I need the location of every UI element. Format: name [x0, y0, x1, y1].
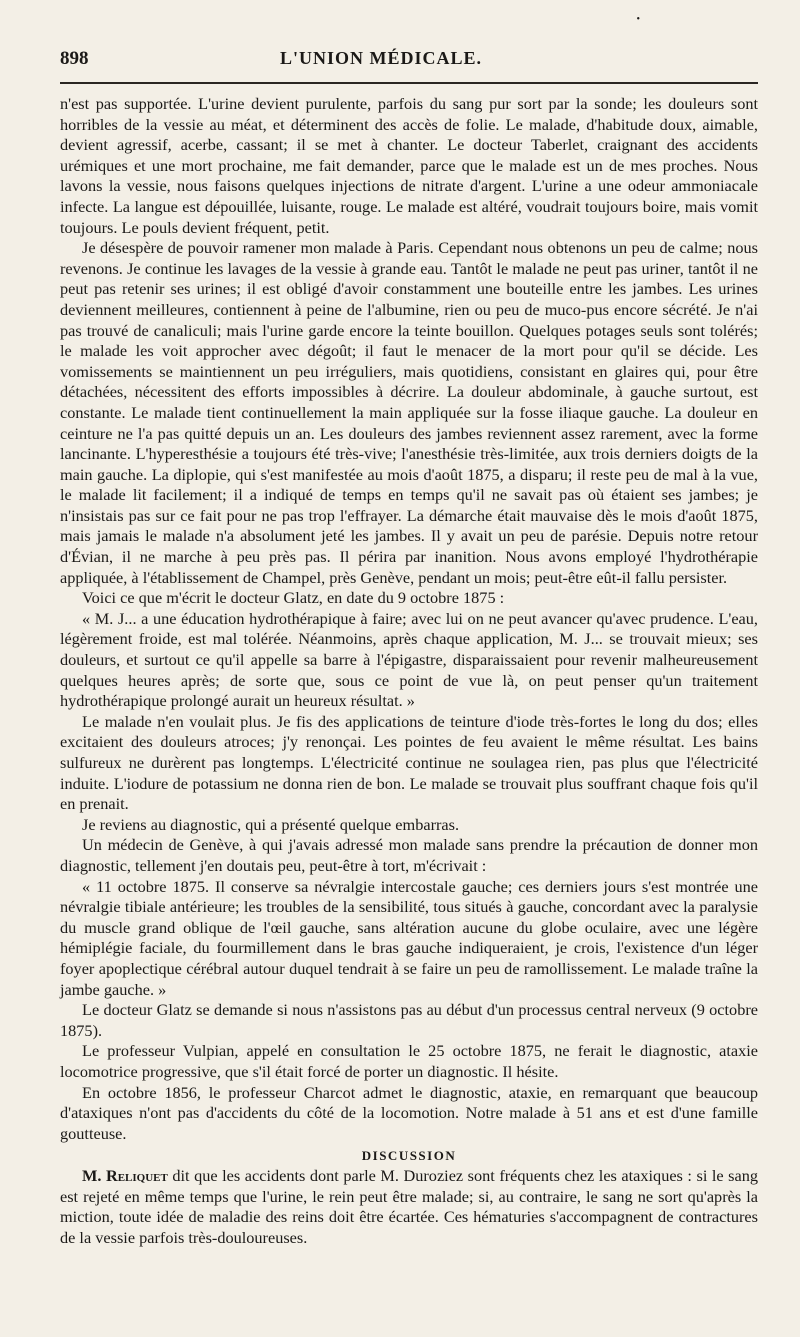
- article-body: [60, 94, 758, 1249]
- paragraph: Je reviens au diagnostic, qui a présenté quelque embarras.: [82, 814, 460, 834]
- paragraph: Un médecin de Genève, à qui j'avais adressé mon malade sans prendre la précaution de donner mon diagnostic, tellement j'en doutais peu, peut-être à tort, m'écrivait :: [60, 835, 758, 875]
- paragraph: Voici ce que m'écrit le docteur Glatz, en date du 9 octobre 1875 :: [82, 588, 505, 608]
- paragraph: Le professeur Vulpian, appelé en consultation le 25 octobre 1875, ne ferait le diagnostic, ataxie locomotrice progressive, que s'il était forcé de porter un diagnostic. Il hésite.: [60, 1041, 758, 1081]
- quoted-letter: « 11 octobre 1875. Il conserve sa névralgie intercostale gauche; ces derniers jours s'est montrée une névralgie tibiale antérieure; les troubles de la sensibilité, tous situés à gauche, concordant avec la paralysie du muscle grand oblique de l'œil gauche, sans altération aucune du globe oculaire, avec une légère hémiplégie faciale, du fourmillement dans le bras gauche indiqueraient, je crois, l'existence d'un léger foyer apoplectique cérébral autour duquel tendrait à se faire un peu de ramollissement. Le malade traîne la jambe gauche. »: [60, 876, 758, 999]
- corner-mark: •: [636, 14, 640, 25]
- discussion-paragraph: [60, 1166, 758, 1248]
- paragraph: Le malade n'en voulait plus. Je fis des applications de teinture d'iode très-fortes le long du dos; elles excitaient des douleurs atroces; j'y renonçai. Les pointes de feu avaient le même résultat. Les bains sulfureux ne durèrent pas longtemps. L'électricité continue ne soulagea rien, pas plus que l'électricité induite. L'iodure de potassium ne donna rien de bon. Le malade se trouvait plus souffrant chaque fois qu'il en prenait.: [60, 711, 758, 814]
- speaker-name: M. Reliquet: [82, 1166, 168, 1186]
- page-number: 898: [60, 48, 89, 69]
- paragraph: Le docteur Glatz se demande si nous n'assistons pas au début d'un processus central nerveux (9 octobre 1875).: [60, 1000, 758, 1040]
- discussion-text: dit que les accidents dont parle M. Duroziez sont fréquents chez les ataxiques : si le sang est rejeté en même temps que l'urine, le rein peut être malade; si, au contraire, le sang ne sort qu'après la miction, toute idée de maladie des reins doit être écartée. Ces hématuries s'accompagnent de contractures de la vessie parfois très-douloureuses.: [60, 1166, 758, 1248]
- quoted-letter: « M. J... a une éducation hydrothérapique à faire; avec lui on ne peut avancer qu'avec prudence. L'eau, légèrement froide, est mal tolérée. Néanmoins, après chaque application, M. J... se trouvait mieux; ses douleurs, et surtout ce qu'il appelle sa barre à l'épigastre, disparaissaient pour revenir malheureusement quelques heures après; de sorte que, sous ce point de vue là, on peut penser qu'un traitement hydrothérapique prolongé aurait un heureux résultat. »: [60, 608, 758, 711]
- paragraph: Je désespère de pouvoir ramener mon malade à Paris. Cependant nous obtenons un peu de calme; nous revenons. Je continue les lavages de la vessie à grande eau. Tantôt le malade ne peut pas uriner, tantôt il ne peut pas retenir ses urines; il est obligé d'avoir constamment une bouteille entre les jambes. Les urines deviennent meilleures, contiennent à peine de l'albumine, rien ou peu de muco-pus encore sécrété. Je n'ai pas trouvé de canaliculi; mais l'urine garde encore la teinte bouillon. Quelques potages seuls sont tolérés; le malade les voit approcher avec dégoût; il faut le menacer de la mort pour qu'il se décide. Les vomissements se maintiennent un peu irréguliers, mais quotidiens, consistant en glaires qui, pour être détachées, nécessitent des efforts impossibles à décrire. La douleur abdominale, à gauche surtout, est constante. Le malade tient continuellement la main appliquée sur la fosse iliaque gauche. La douleur en ceinture ne l'a pas quitté depuis un an. Les douleurs des jambes reviennent assez rarement, avec la forme lancinante. L'hyperesthésie a toujours été très-vive; l'anesthésie très-limitée, aux trois derniers doigts de la main gauche. La diplopie, qui s'est manifestée au mois d'août 1875, a disparu; il reste peu de mal à la vue, le malade lit facilement; il a indiqué de temps en temps qu'il ne savait pas où étaient ses jambes; je n'insistais pas sur ce fait pour ne pas trop l'effrayer. La démarche était mauvaise dès le mois d'août 1875, mais jamais le malade n'a absolument jeté les jambes. Il y avait un peu de parésie. Depuis notre retour d'Évian, il ne marche à peu près pas. Il périra par inanition. Nous avons employé l'hydrothérapie appliquée, à l'établissement de Champel, près Genève, pendant un mois; peut-être eût-il fallu persister.: [60, 238, 758, 587]
- paragraph: n'est pas supportée. L'urine devient purulente, parfois du sang pur sort par la sonde; les douleurs sont horribles de la vessie au méat, et déterminent des accès de folie. Le malade, d'habitude doux, aimable, devient agressif, acerbe, cassant; il se met à chanter. Le docteur Taberlet, craignant des accidents urémiques et une mort prochaine, me fait demander, parce que le malade est un de mes proches. Nous lavons la vessie, nous faisons quelques injections de nitrate d'argent. L'urine a une odeur ammoniacale infecte. La langue est dépouillée, luisante, rouge. Le malade est altéré, voudrait toujours boire, mais vomit toujours. Le pouls devient fréquent, petit.: [60, 94, 758, 237]
- discussion-heading: DISCUSSION: [361, 1148, 457, 1164]
- page-header: [60, 48, 758, 84]
- running-title: L'UNION MÉDICALE.: [280, 48, 483, 68]
- paragraph: En octobre 1856, le professeur Charcot admet le diagnostic, ataxie, en remarquant que beaucoup d'ataxiques n'ont pas d'accidents du côté de la locomotion. Notre malade à 51 ans et est d'une famille goutteuse.: [60, 1082, 758, 1143]
